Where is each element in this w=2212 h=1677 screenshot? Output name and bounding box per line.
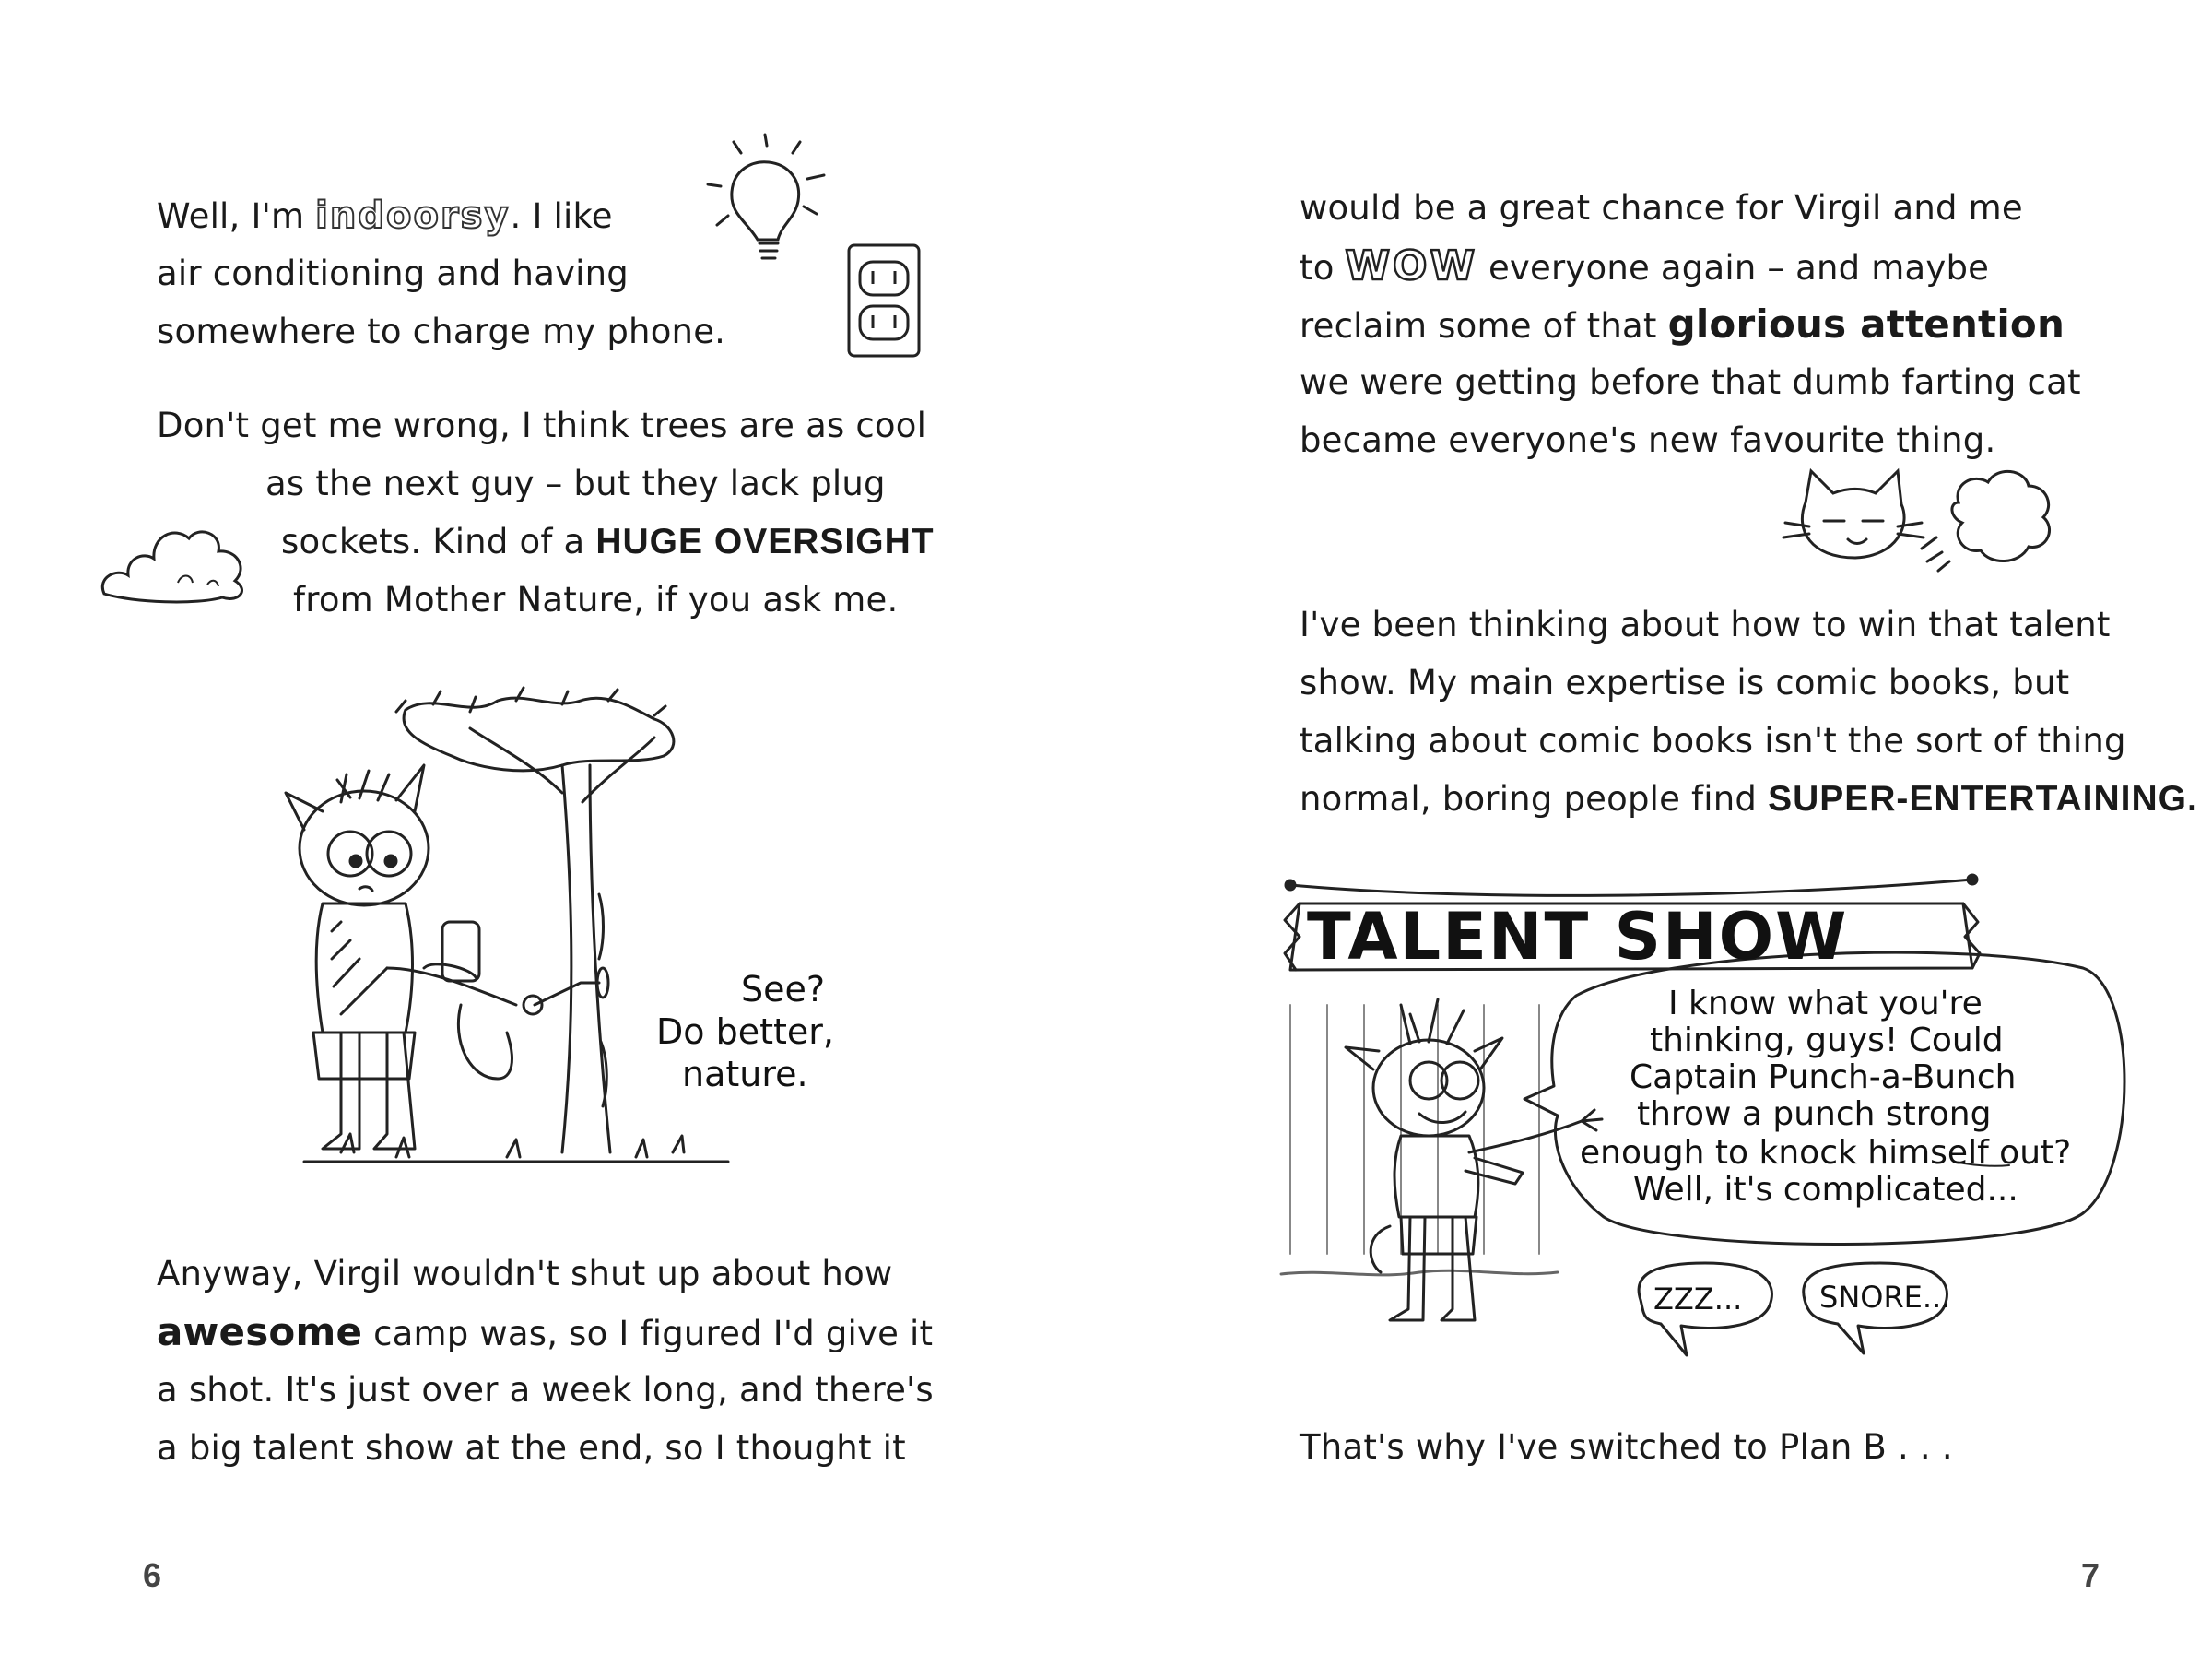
paragraph-2-line-1: I've been thinking about how to win that talent bbox=[1300, 605, 2111, 644]
paragraph-2-line-2: show. My main expertise is comic books, but bbox=[1300, 663, 2070, 703]
banner-text: TALENT SHOW bbox=[1307, 899, 1849, 974]
text: normal, boring people find bbox=[1300, 779, 1769, 819]
huge-oversight-text: HUGE OVERSIGHT bbox=[595, 522, 935, 561]
text: sockets. Kind of a bbox=[281, 522, 596, 561]
text: . I like bbox=[510, 196, 613, 236]
plug-socket-icon bbox=[843, 242, 926, 361]
glorious-attention-text: glorious attention bbox=[1667, 301, 2065, 347]
speech-line-6: Well, it's complicated... bbox=[1633, 1171, 2018, 1209]
page-number: 6 bbox=[143, 1556, 162, 1594]
bush-icon bbox=[97, 498, 253, 608]
text: to bbox=[1300, 248, 1346, 288]
tree-speech-line-2: Do better, bbox=[656, 1011, 834, 1052]
text: everyone again – and maybe bbox=[1477, 248, 1990, 288]
paragraph-1-line-4: we were getting before that dumb farting cat bbox=[1300, 362, 2081, 402]
farting-cat-illustration bbox=[1783, 466, 2078, 576]
speech-line-2: thinking, guys! Could bbox=[1650, 1022, 2004, 1059]
speech-line-1: I know what you're bbox=[1668, 985, 1983, 1022]
paragraph-1-line-1 bbox=[157, 197, 613, 235]
paragraph-2-line-3 bbox=[281, 524, 935, 561]
text: camp was, so I figured I'd give it bbox=[362, 1314, 934, 1353]
paragraph-2-line-1: Don't get me wrong, I think trees are as cool bbox=[157, 406, 927, 445]
paragraph-3-line-2 bbox=[157, 1309, 934, 1354]
paragraph-3-line-1: Anyway, Virgil wouldn't shut up about how bbox=[157, 1254, 893, 1293]
page-number: 7 bbox=[2081, 1556, 2100, 1594]
super-entertaining-text: SUPER-ENTERTAINING. bbox=[1768, 779, 2198, 819]
text: reclaim some of that bbox=[1300, 306, 1668, 346]
paragraph-2-line-2: as the next guy – but they lack plug bbox=[265, 464, 886, 503]
paragraph-3-line-4: a big talent show at the end, so I thought it bbox=[157, 1428, 906, 1468]
talent-show-illustration bbox=[1272, 867, 2212, 1401]
speech-line-3: Captain Punch-a-Bunch bbox=[1630, 1058, 2017, 1096]
wow-word: WOW bbox=[1345, 242, 1477, 289]
paragraph-1-line-2 bbox=[1300, 242, 1990, 289]
paragraph-1-line-1: would be a great chance for Virgil and me bbox=[1300, 188, 2023, 228]
snore-text: SNORE... bbox=[1819, 1280, 1951, 1315]
paragraph-3: That's why I've switched to Plan B . . . bbox=[1300, 1427, 1953, 1467]
indoorsy-word: indoorsy bbox=[315, 195, 511, 237]
paragraph-1-line-2: air conditioning and having bbox=[157, 254, 629, 293]
speech-line-5: enough to knock himself out? bbox=[1580, 1134, 2072, 1172]
paragraph-1-line-5: became everyone's new favourite thing. bbox=[1300, 420, 1996, 460]
lightbulb-icon bbox=[700, 129, 848, 267]
tree-plug-illustration bbox=[286, 691, 912, 1180]
awesome-word: awesome bbox=[157, 1309, 363, 1354]
speech-line-4: throw a punch strong bbox=[1637, 1095, 1992, 1133]
right-page bbox=[1106, 0, 2212, 1677]
paragraph-1-line-3: somewhere to charge my phone. bbox=[157, 312, 726, 351]
tree-speech-line-3: nature. bbox=[682, 1054, 808, 1094]
zzz-text: ZZZ... bbox=[1653, 1281, 1743, 1317]
paragraph-3-line-3: a shot. It's just over a week long, and there's bbox=[157, 1370, 934, 1410]
paragraph-2-line-4: from Mother Nature, if you ask me. bbox=[293, 580, 899, 620]
tree-speech-line-1: See? bbox=[741, 969, 826, 1010]
text: Well, I'm bbox=[157, 196, 316, 236]
paragraph-2-line-3: talking about comic books isn't the sort of thing bbox=[1300, 721, 2126, 761]
paragraph-2-line-4 bbox=[1300, 781, 2198, 818]
paragraph-1-line-3 bbox=[1300, 301, 2065, 347]
